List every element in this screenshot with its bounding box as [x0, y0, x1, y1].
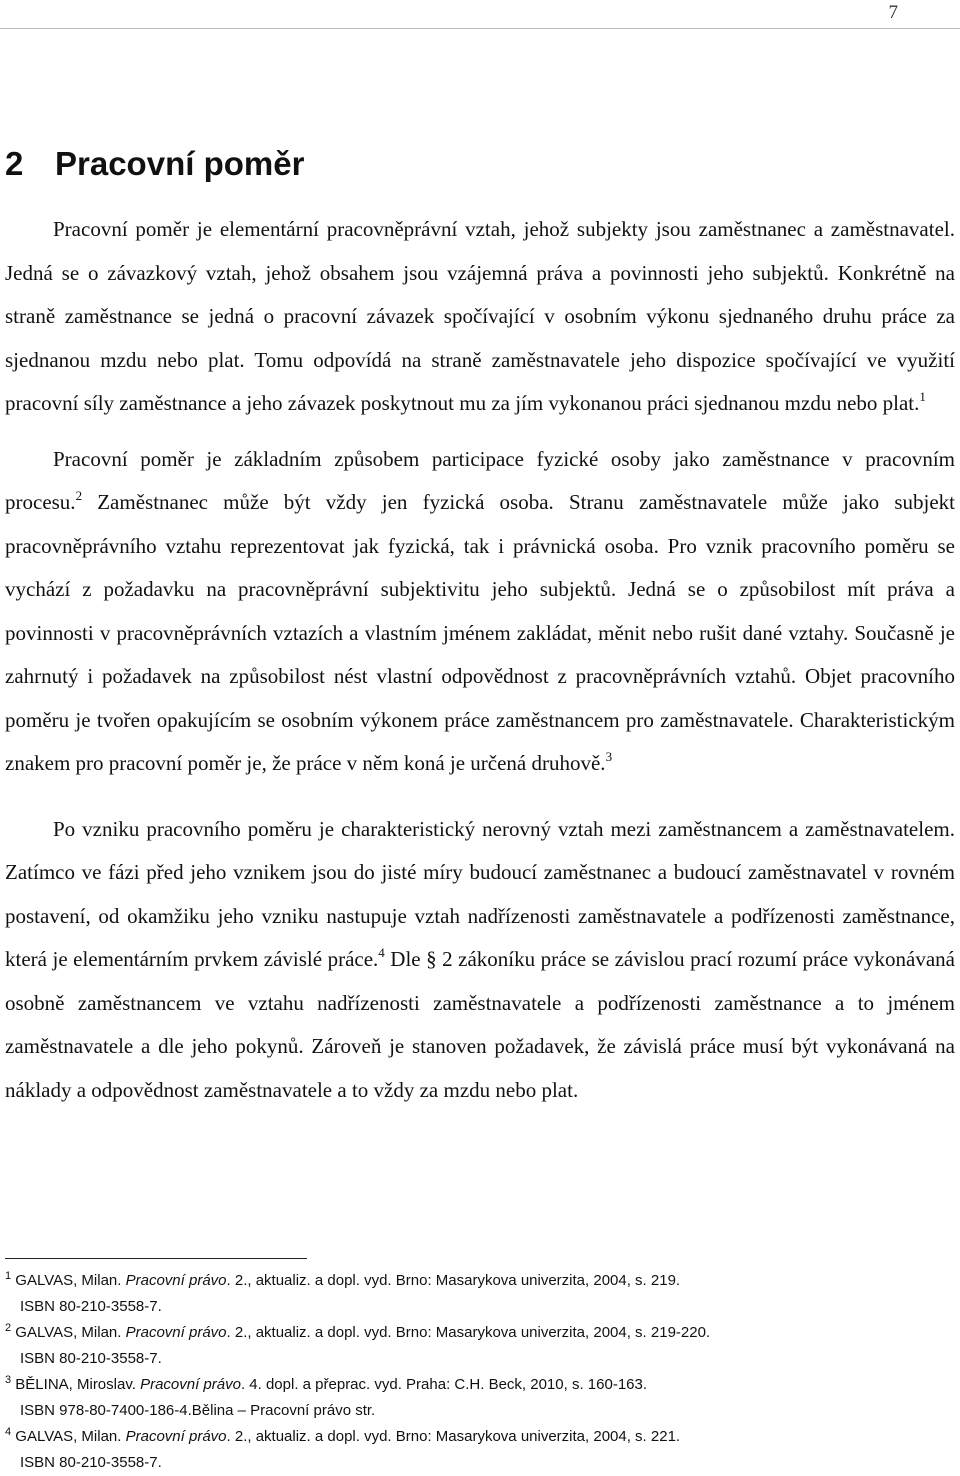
footnote-title: Pracovní právo	[140, 1376, 241, 1393]
footnote-title: Pracovní právo	[125, 1272, 227, 1289]
chapter-number: 2	[5, 145, 24, 182]
page-number: 7	[888, 2, 898, 23]
paragraph-3-text-b: Dle § 2 zákoníku práce se závislou prací rozumí práce vykonávaná osobně zaměstnancem ve vztahu nadřízenosti zaměstnavatele a podřízenosti zaměstnance a to jménem zaměstnavatele a dle jeho pokynů. Zároveň je stanoven požadavek, že závislá práce musí být vykonávaná na náklady a odpovědnost zaměstnavatele a to vždy za mzdu nebo plat.	[5, 947, 955, 1102]
footnote-isbn: ISBN 80-210-3558-7.	[20, 1454, 162, 1471]
footnote-author: GALVAS, Milan.	[15, 1272, 126, 1289]
page-header	[0, 0, 960, 29]
footnote-details: . 2., aktualiz. a dopl. vyd. Brno: Masarykova univerzita, 2004, s. 221.	[226, 1428, 681, 1445]
footnote-number: 1	[5, 1270, 12, 1282]
footnote-3	[5, 1372, 955, 1424]
footnote-ref-3: 3	[605, 749, 613, 764]
footnote-author: GALVAS, Milan.	[15, 1324, 126, 1341]
paragraph-2	[5, 438, 955, 786]
footnote-title: Pracovní právo	[125, 1324, 227, 1341]
footnote-2	[5, 1320, 955, 1372]
paragraph-1	[5, 208, 955, 426]
footnote-details: . 2., aktualiz. a dopl. vyd. Brno: Masarykova univerzita, 2004, s. 219.	[226, 1272, 681, 1289]
footnotes	[5, 1268, 955, 1476]
footnote-number: 3	[5, 1374, 12, 1386]
paragraph-3	[5, 808, 955, 1113]
footnote-separator	[5, 1258, 307, 1259]
footnote-isbn: ISBN 80-210-3558-7.	[20, 1298, 162, 1315]
footnote-isbn: ISBN 80-210-3558-7.	[20, 1350, 162, 1367]
footnote-1	[5, 1268, 955, 1320]
footnote-number: 4	[5, 1426, 12, 1438]
footnote-ref-4: 4	[378, 945, 385, 960]
paragraph-1-text: Pracovní poměr je elementární pracovněprávní vztah, jehož subjekty jsou zaměstnanec a zaměstnavatel. Jedná se o závazkový vztah, jehož obsahem jsou vzájemná práva a povinnosti jeho subjektů. Konkrétně na straně zaměstnance se jedná o pracovní závazek spočívající v osobním výkonu sjednaného druhu práce za sjednanou mzdu nebo plat. Tomu odpovídá na straně zaměstnavatele jeho dispozice spočívající ve využití pracovní síly zaměstnance a jeho závazek poskytnout mu za jím vykonanou práci sjednanou mzdu nebo plat.	[5, 217, 955, 415]
footnote-4	[5, 1424, 955, 1476]
paragraph-3-text-a: Po vzniku pracovního poměru je charakteristický nerovný vztah mezi zaměstnancem a zaměstnavatelem. Zatímco ve fázi před jeho vznikem jsou do jisté míry budoucí zaměstnanec a budoucí zaměstnavatel v rovném postavení, od okamžiku jeho vzniku nastupuje vztah nadřízenosti zaměstnavatele a podřízenosti zaměstnance, která je elementárním prvkem závislé práce.	[5, 816, 955, 971]
footnote-details: . 2., aktualiz. a dopl. vyd. Brno: Masarykova univerzita, 2004, s. 219-220.	[226, 1324, 711, 1341]
footnote-ref-1: 1	[919, 389, 926, 404]
footnote-details: . 4. dopl. a přeprac. vyd. Praha: C.H. Beck, 2010, s. 160-163.	[240, 1376, 648, 1393]
chapter-title: Pracovní poměr	[55, 145, 305, 182]
footnote-author: GALVAS, Milan.	[15, 1428, 126, 1445]
footnote-author: BĚLINA, Miroslav.	[15, 1376, 141, 1393]
main-content	[5, 140, 955, 1112]
footnote-number: 2	[5, 1322, 12, 1334]
chapter-heading	[5, 140, 955, 188]
paragraph-2-text-a: Pracovní poměr je základním způsobem participace fyzické osoby jako zaměstnance v pracovním procesu.	[5, 446, 955, 514]
footnote-ref-2: 2	[75, 488, 83, 503]
footnote-title: Pracovní právo	[125, 1428, 227, 1445]
paragraph-2-text-b: Zaměstnanec může být vždy jen fyzická osoba. Stranu zaměstnavatele může jako subjekt pracovněprávního vztahu reprezentovat jak fyzická, tak i právnická osoba. Pro vznik pracovního poměru se vychází z požadavku na pracovněprávní subjektivitu jeho subjektů. Jedná se o způsobilost mít práva a povinnosti v pracovněprávních vztazích a vlastním jménem zakládat, měnit nebo rušit dané vztahy. Současně je zahrnutý i požadavek na způsobilost nést vlastní odpovědnost z pracovněprávních vztahů. Objet pracovního poměru je tvořen opakujícím se osobním výkonem práce zaměstnancem pro zaměstnavatele. Charakteristickým znakem pro pracovní poměr je, že práce v něm koná je určená druhově.	[5, 490, 955, 775]
footnote-isbn: ISBN 978-80-7400-186-4.Bělina – Pracovní právo str.	[20, 1402, 376, 1419]
